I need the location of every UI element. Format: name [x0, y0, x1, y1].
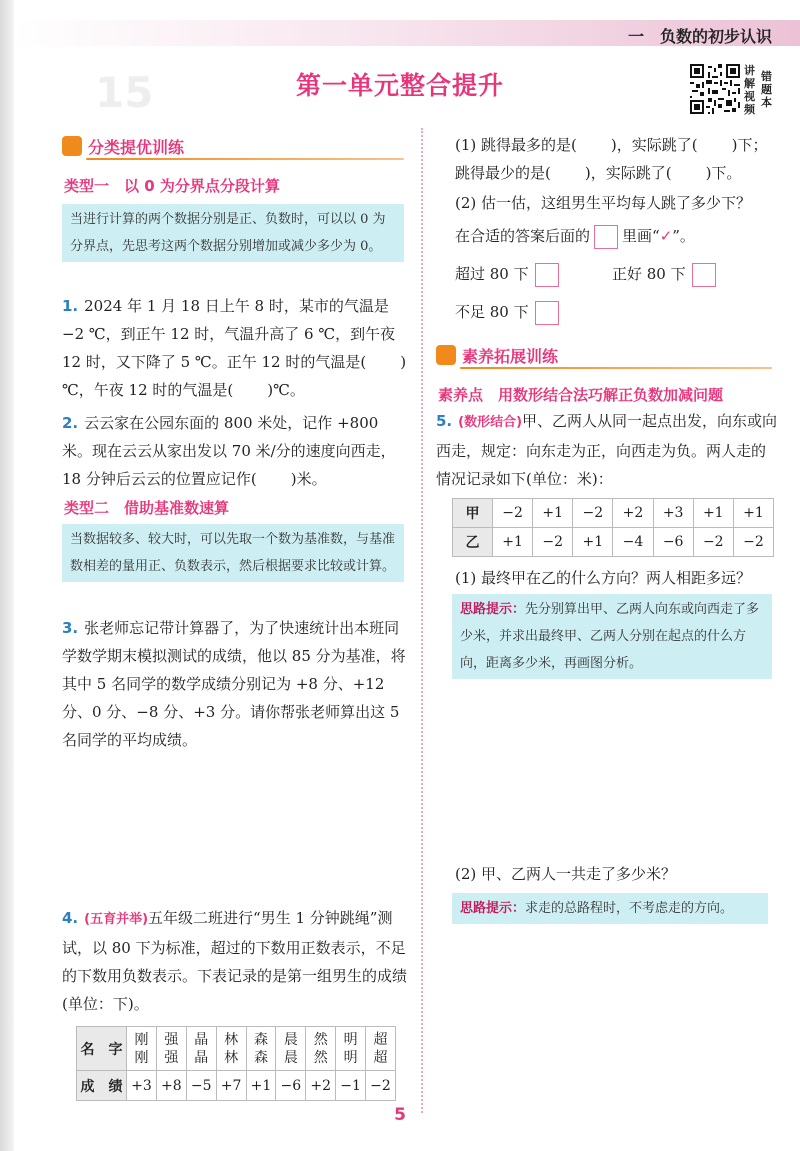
qr-caption-char: 本	[761, 96, 772, 109]
qr-caption-char: 题	[761, 83, 772, 96]
sample-checkbox-icon	[594, 225, 618, 249]
section-header-practice	[62, 134, 404, 160]
walk-table	[452, 498, 774, 557]
chapter-title: 一 负数的初步认识	[627, 27, 772, 46]
option-label: 不足 80 下	[455, 303, 529, 321]
skill-point-title: 素养点 用数形结合法巧解正负数加减问题	[438, 386, 724, 404]
question-5-sub2: (2) 甲、乙两人一共走了多少米？	[455, 865, 677, 883]
question-text: )，实际跳了(	[584, 164, 672, 182]
option-over	[455, 263, 559, 287]
question-4	[62, 904, 410, 1018]
table-row	[453, 528, 774, 557]
qr-caption-char: 讲	[744, 64, 755, 77]
medal-icon	[62, 136, 82, 156]
table-cell: 明 明	[336, 1027, 366, 1071]
row-header: 乙	[453, 528, 493, 557]
table-cell: +1	[246, 1071, 276, 1101]
table-cell: 然 然	[306, 1027, 336, 1071]
table-cell: 森 森	[246, 1027, 276, 1071]
row-header: 名 字	[77, 1027, 127, 1071]
qr-caption-char: 错	[761, 70, 772, 83]
table-row	[77, 1071, 396, 1101]
question-number: 1.	[62, 297, 79, 315]
table-cell: +7	[216, 1071, 246, 1101]
question-text: )，实际跳了(	[610, 136, 698, 154]
ghost-page-number: 15	[95, 68, 154, 117]
hint-label: 思路提示：	[460, 901, 526, 916]
question-5	[436, 407, 778, 493]
table-cell: −1	[336, 1071, 366, 1101]
table-cell: +1	[733, 499, 773, 528]
table-cell: +1	[693, 499, 733, 528]
table-row	[77, 1027, 396, 1071]
page-edge	[0, 0, 14, 1151]
question-text: )米。	[290, 470, 327, 488]
table-cell: −6	[653, 528, 693, 557]
question-text: )℃，午夜 12 时的气温是(	[62, 353, 407, 399]
question-3	[62, 614, 410, 754]
table-cell: −2	[366, 1071, 396, 1101]
option-exact	[612, 263, 716, 287]
question-text: )下。	[705, 164, 742, 182]
option-label: 超过 80 下	[455, 265, 529, 283]
option-label: 正好 80 下	[612, 265, 686, 283]
qr-caption-char: 视	[744, 90, 755, 103]
question-4-sub2: (2) 估一估，这组男生平均每人跳了多少下？	[455, 194, 752, 212]
question-text: 云云家在公园东面的 800 米处，记作 +800 米。现在云云从家出发以 70 米/分的速度向西走，18 分钟后云云的位置应记作(	[62, 414, 396, 488]
page-title: 第一单元整合提升	[295, 71, 504, 100]
table-cell: +8	[156, 1071, 186, 1101]
section-underline	[86, 158, 404, 160]
table-cell: +2	[306, 1071, 336, 1101]
hint-box-1	[452, 594, 772, 679]
section-title: 分类提优训练	[88, 138, 185, 157]
question-text: ”。	[672, 227, 695, 245]
table-cell: +2	[613, 499, 653, 528]
option-checkbox[interactable]	[692, 263, 716, 287]
question-text: 在合适的答案后面的	[455, 227, 591, 245]
table-cell: −2	[493, 499, 533, 528]
question-number: 4.	[62, 909, 79, 927]
qr-code-icon[interactable]	[690, 64, 740, 114]
column-divider	[421, 128, 423, 1113]
question-2	[62, 409, 410, 493]
question-number: 3.	[62, 619, 79, 637]
table-cell: −2	[533, 528, 573, 557]
row-header: 成 绩	[77, 1071, 127, 1101]
table-cell: 林 林	[216, 1027, 246, 1071]
question-text: )	[731, 136, 738, 154]
table-cell: 晶 晶	[186, 1027, 216, 1071]
option-checkbox[interactable]	[535, 301, 559, 325]
answer-space-q5-2[interactable]	[452, 930, 772, 1090]
hint-box-2	[452, 893, 768, 924]
section-header-extension	[436, 343, 772, 369]
type1-title: 类型一 以 0 为分界点分段计算	[64, 177, 280, 195]
hint-text: 求走的总路程时，不考虑走的方向。	[525, 901, 734, 916]
question-text: 下；跳得最少的是(	[455, 136, 768, 182]
table-cell: −2	[573, 499, 613, 528]
page-number: 5	[394, 1105, 406, 1125]
question-text: 2024 年 1 月 18 日上午 8 时，某市的气温是 −2 ℃，到正午 12 时，气温升高了 6 ℃，到午夜 12 时，又下降了 5 ℃。正午 12 时的气温是(	[62, 297, 396, 371]
hint-label: 思路提示：	[460, 602, 526, 617]
question-tag: (数形结合)	[458, 415, 523, 430]
score-table	[76, 1026, 396, 1101]
table-cell: −2	[733, 528, 773, 557]
question-text: 五年级二班进行“男生 1 分钟跳绳”测试，以 80 下为标准，超过的下数用正数表示，不足的下数用负数表示。下表记录的是第一组男生的成绩(单位：下)。	[62, 909, 408, 1013]
qr-caption-char: 频	[744, 103, 755, 116]
question-tag: (五育并举)	[84, 912, 149, 927]
qr-caption-char: 解	[744, 77, 755, 90]
table-cell: 强 强	[156, 1027, 186, 1071]
type2-title: 类型二 借助基准数速算	[64, 499, 230, 517]
table-cell: +1	[533, 499, 573, 528]
table-cell: +1	[493, 528, 533, 557]
question-1	[62, 292, 410, 404]
table-cell: −2	[693, 528, 733, 557]
question-5-sub1: (1) 最终甲在乙的什么方向？两人相距多远？	[455, 569, 752, 587]
type2-tip: 当数据较多、较大时，可以先取一个数为基准数，与基准数相差的量用正、负数表示，然后根据要求比较或计算。	[62, 524, 404, 582]
question-number: 2.	[62, 414, 79, 432]
row-header: 甲	[453, 499, 493, 528]
section-underline	[460, 367, 772, 369]
question-text: 甲、乙两人从同一起点出发，向东或向西走，规定：向东走为正，向西走为负。两人走的情况记录如下(单位：米)：	[436, 412, 778, 488]
question-4-sub1	[455, 131, 781, 187]
table-cell: −6	[276, 1071, 306, 1101]
option-checkbox[interactable]	[535, 263, 559, 287]
table-cell: −4	[613, 528, 653, 557]
question-text: (1) 跳得最多的是(	[455, 136, 577, 154]
question-number: 5.	[436, 412, 453, 430]
check-mark-icon: ✓	[659, 227, 673, 245]
hint-text: 先分别算出甲、乙两人向东或向西走了多少米，并求出最终甲、乙两人分别在起点的什么方向，距离多少米，再画图分析。	[460, 602, 760, 671]
section-title: 素养拓展训练	[462, 347, 559, 366]
table-cell: 晨 晨	[276, 1027, 306, 1071]
table-cell: 刚 刚	[127, 1027, 157, 1071]
answer-space-q5-1[interactable]	[452, 684, 772, 854]
option-under	[455, 301, 559, 325]
table-cell: 超 超	[366, 1027, 396, 1071]
question-text: 里画“	[622, 227, 660, 245]
table-row	[453, 499, 774, 528]
table-cell: +3	[127, 1071, 157, 1101]
table-cell: +1	[573, 528, 613, 557]
type1-tip: 当进行计算的两个数据分别是正、负数时，可以以 0 为分界点，先思考这两个数据分别增加或减少多少为 0。	[62, 204, 404, 262]
question-text: )℃。	[267, 381, 305, 399]
table-cell: +3	[653, 499, 693, 528]
question-4-sub2-hint	[455, 222, 781, 250]
medal-icon	[436, 345, 456, 365]
question-text: 张老师忘记带计算器了，为了快速统计出本班同学数学期末模拟测试的成绩，他以 85 分为基准，将其中 5 名同学的数学成绩分别记为 +8 分、+12 分、0 分、−8 分、+3 分。请你帮张老师算出这 5 名同学的平均成绩。	[62, 619, 406, 749]
answer-space-q3[interactable]	[62, 760, 410, 900]
table-cell: −5	[186, 1071, 216, 1101]
